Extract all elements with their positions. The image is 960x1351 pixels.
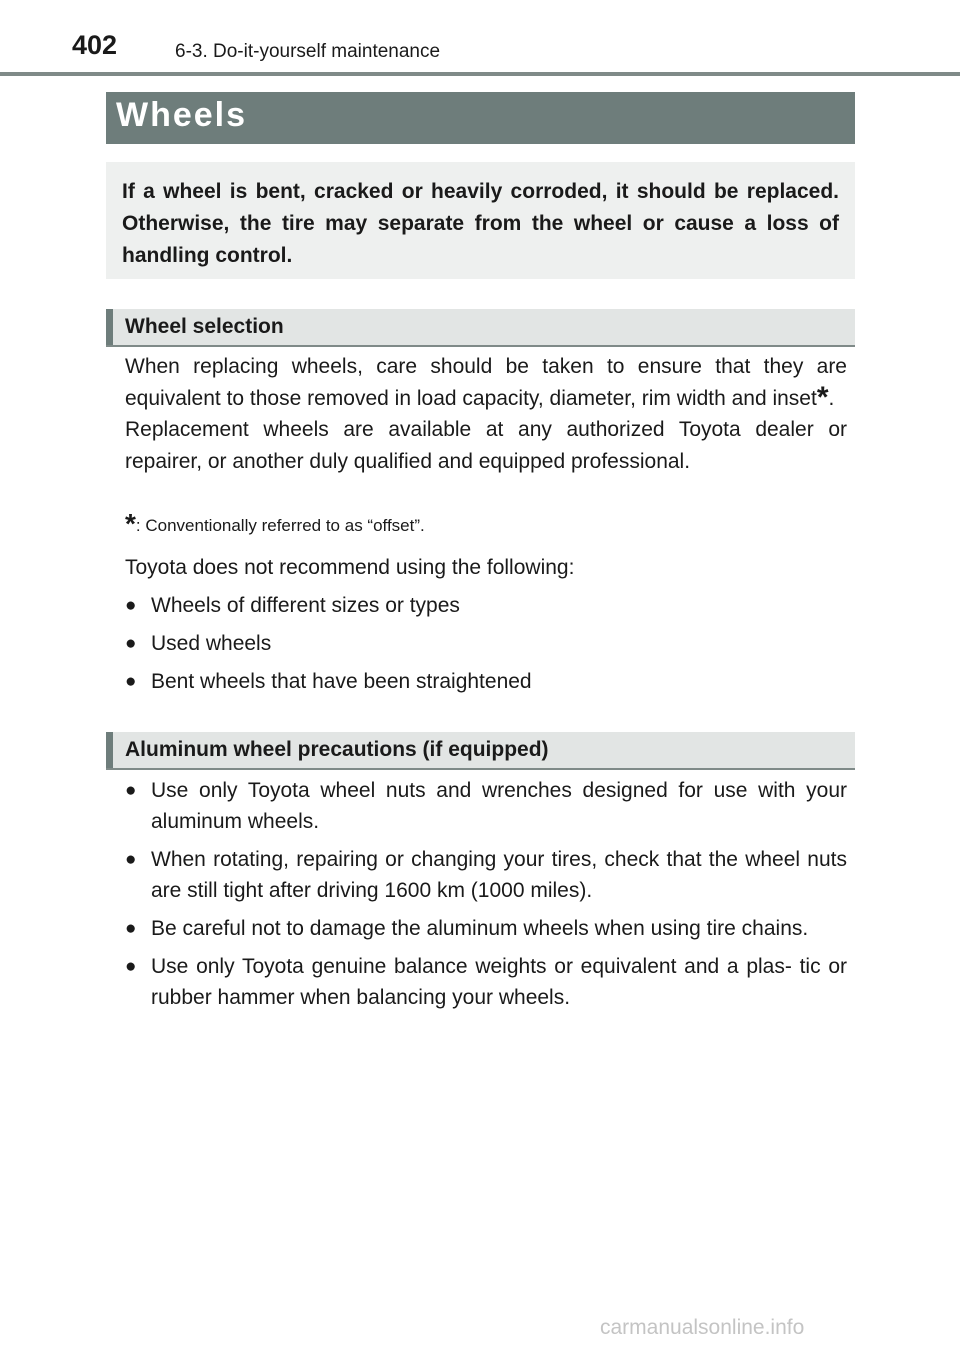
list-item [125,913,847,944]
subheading-wheel-selection [106,309,855,347]
list-item [125,628,847,659]
wheel-selection-paragraph [125,351,847,477]
list-item-text: Used wheels [151,632,272,655]
section-reference: 6-3. Do-it-yourself maintenance [175,41,441,62]
header-divider [0,72,960,76]
footnote-marker: * [816,380,829,414]
list-item [125,590,847,621]
list-item-text: Use only Toyota wheel nuts and wrenches designed for use with your aluminum wheels. [151,779,847,833]
bullet-icon: ● [125,956,137,977]
not-recommended-list [125,590,847,697]
subheading-label: Aluminum wheel precautions (if equipped) [125,738,549,761]
list-item-text: Bent wheels that have been straightened [151,670,532,693]
aluminum-precautions-list [125,775,847,1013]
list-item [125,951,847,1013]
bullet-icon: ● [125,780,137,801]
list-item-text: Use only Toyota genuine balance weights or equivalent and a plas- tic or rubber hammer when balancing your wheels. [151,955,847,1009]
bullet-icon: ● [125,849,137,870]
subheading-aluminum-precautions [106,732,855,770]
list-item [125,775,847,837]
intro-text: If a wheel is bent, cracked or heavily corroded, it should be replaced. Otherwise, the tire may separate from the wheel or cause a loss of handling control. [122,180,839,267]
bullet-icon: ● [125,918,137,939]
intro-box [106,162,855,279]
bullet-icon: ● [125,671,137,692]
title-bar [106,92,855,144]
footnote-marker: * [125,508,136,539]
replacement-text: Replacement wheels are available at any authorized Toyota dealer or repairer, or another duly qualified and equipped professional. [125,418,847,473]
paragraph-period: . [828,386,835,410]
footnote [125,508,425,539]
lead-in-text: Toyota does not recommend using the following: [125,556,575,579]
watermark: carmanualsonline.info [600,1316,805,1339]
list-item-text: When rotating, repairing or changing your tires, check that the wheel nuts are still tight after driving 1600 km (1000 miles). [151,848,847,902]
paragraph-text: When replacing wheels, care should be taken to ensure that they are equivalent to those removed in load capacity, diameter, rim width and inset [125,355,847,410]
subheading-label: Wheel selection [125,315,284,338]
bullet-icon: ● [125,595,137,616]
page-header [0,0,960,78]
list-item-text: Be careful not to damage the aluminum wheels when using tire chains. [151,917,809,940]
page-number: 402 [72,30,118,60]
list-item [125,844,847,906]
subheading-accent-bar [106,732,113,768]
footnote-text: : Conventionally referred to as “offset”. [135,516,425,535]
list-item-text: Wheels of different sizes or types [151,594,460,617]
subheading-accent-bar [106,309,113,345]
bullet-icon: ● [125,633,137,654]
list-item [125,666,847,697]
page-title: Wheels [116,96,248,134]
